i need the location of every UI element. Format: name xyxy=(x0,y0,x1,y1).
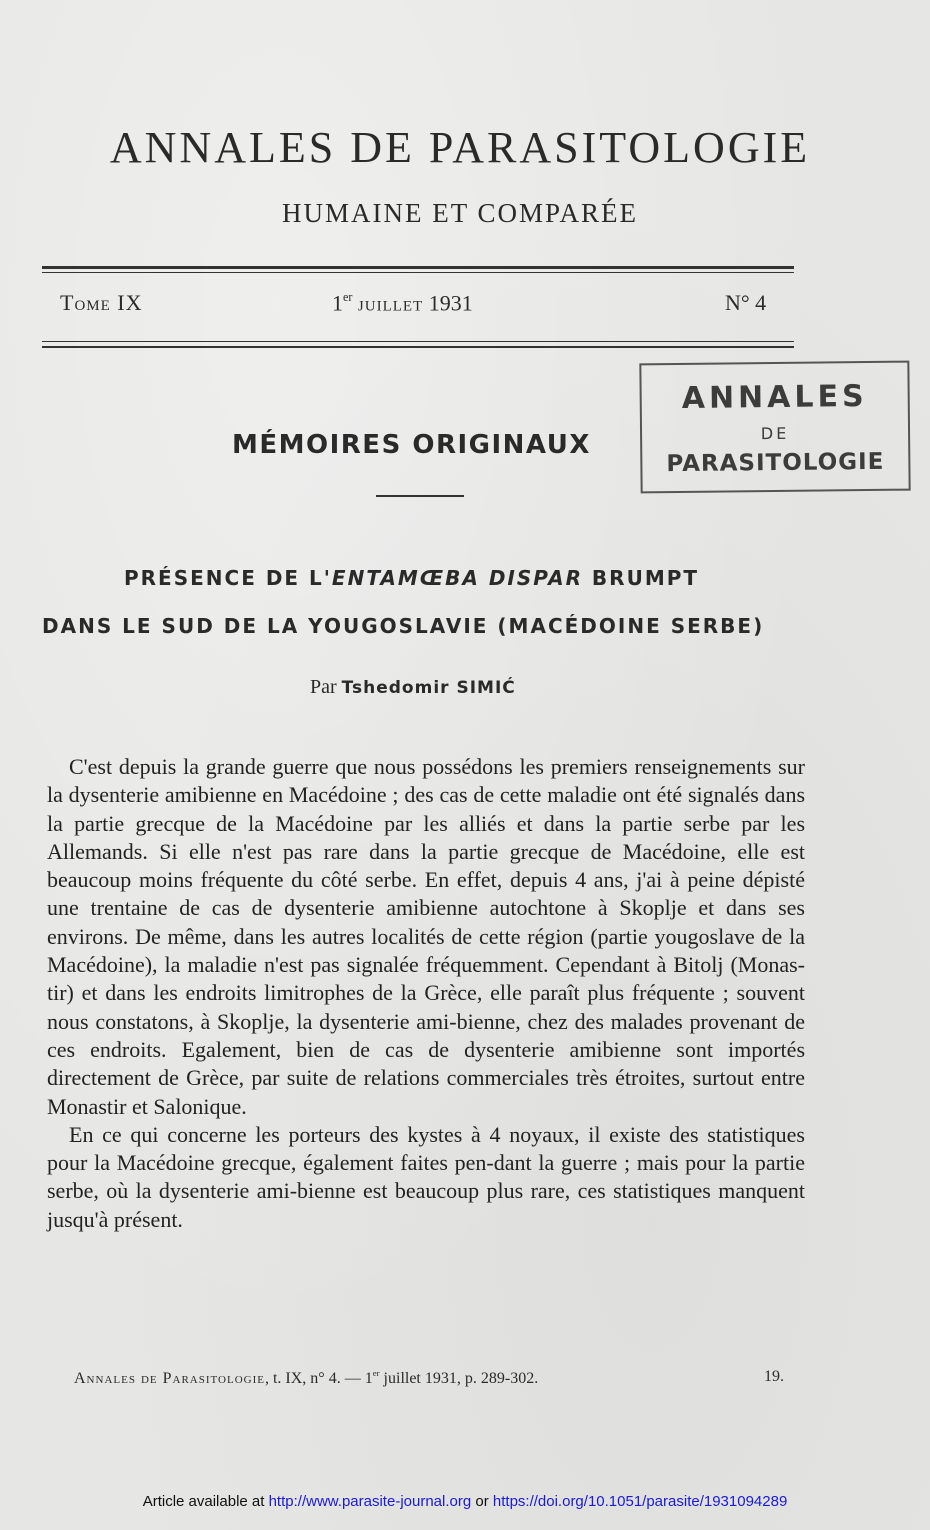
issue-number: N° 4 xyxy=(725,290,767,315)
byline-prefix: Par xyxy=(310,676,342,698)
journal-link[interactable]: http://www.parasite-journal.org xyxy=(268,1493,472,1510)
masthead-rule-bottom-thin xyxy=(42,341,794,342)
masthead-rule-bottom xyxy=(42,346,794,348)
author-name: Tshedomir SIMIĆ xyxy=(341,678,516,698)
body-paragraph-2: En ce qui concerne les porteurs des kystes à 4 noyaux, il existe des statistiques pour la Macédoine grecque, également faites pen-dant la guerre ; mais pour la partie serbe, où la dysenterie ami-bienne est beaucoup plus rare, ces statistiques manquent jusqu'à présent. xyxy=(47,1121,805,1232)
issue-date-month: juillet xyxy=(357,290,424,316)
byline xyxy=(310,676,516,699)
stamp-line-2: DE xyxy=(760,423,790,444)
issue-date-day: 1 xyxy=(332,290,343,316)
masthead-rule-top-thin xyxy=(42,272,794,273)
doi-link[interactable]: https://doi.org/10.1051/parasite/1931094289 xyxy=(492,1493,788,1510)
citation-journal: Annales de Parasitologie xyxy=(74,1370,265,1388)
section-heading: MÉMOIRES ORIGINAUX xyxy=(232,430,591,460)
issue-date-year: 1931 xyxy=(428,290,473,316)
journal-title: ANNALES DE PARASITOLOGIE xyxy=(109,123,811,172)
availability-middle: or xyxy=(471,1493,493,1510)
section-divider xyxy=(376,495,464,497)
tome-label: Tome IX xyxy=(60,290,143,315)
article-title-part-a: PRÉSENCE DE L' xyxy=(124,566,332,590)
citation-rest-a: , t. IX, n° 4. — 1 xyxy=(264,1370,373,1388)
stamp-line-3: PARASITOLOGIE xyxy=(666,448,885,478)
stamp-line-1: ANNALES xyxy=(681,379,868,416)
article-title-species: ENTAMŒBA DISPAR xyxy=(331,566,583,590)
citation-sup: er xyxy=(372,1368,380,1378)
issue-date-sup: er xyxy=(343,290,353,304)
library-stamp xyxy=(639,361,910,494)
issue-date xyxy=(332,290,473,317)
article-title-part-b: BRUMPT xyxy=(582,566,700,590)
masthead-rule-top xyxy=(42,266,794,269)
footer-citation xyxy=(74,1368,538,1388)
availability-note xyxy=(0,1493,930,1510)
body-paragraph-1: C'est depuis la grande guerre que nous possédons les premiers renseignements sur la dysenterie amibienne en Macédoine ; des cas de cette maladie ont été signalés dans la partie grecque de la Macédoine par les alliés et dans la partie serbe par les Allemands. Si elle n'est pas rare dans la partie grecque de Macédoine, elle est beaucoup moins fréquente du côté serbe. En effet, depuis 4 ans, j'ai à peine dépisté une trentaine de cas de dysenterie amibienne autochtone à Skoplje et dans ses environs. De même, dans les autres localités de cette région (partie yougoslave de la Macédoine), la maladie n'est pas signalée fréquemment. Cependant à Bitolj (Monas-tir) et dans les endroits limitrophes de la Grèce, elle paraît plus fréquente ; souvent nous constatons, à Skoplje, la dysenterie ami-bienne, chez des malades provenant de ces endroits. Egalement, bien de cas de dysenterie amibienne sont importés directement de Grèce, par suite de relations commerciales très étroites, surtout entre Monastir et Salonique. xyxy=(47,754,805,1119)
journal-subtitle: HUMAINE ET COMPARÉE xyxy=(281,198,639,228)
article-title-line-2: DANS LE SUD DE LA YOUGOSLAVIE (MACÉDOINE SERBE) xyxy=(42,614,765,638)
availability-prefix: Article available at xyxy=(142,1493,269,1510)
article-title-line-1 xyxy=(124,566,699,590)
page-number: 19. xyxy=(764,1368,784,1385)
citation-rest-b: juillet 1931, p. 289-302. xyxy=(379,1370,539,1388)
article-body xyxy=(47,753,805,1234)
